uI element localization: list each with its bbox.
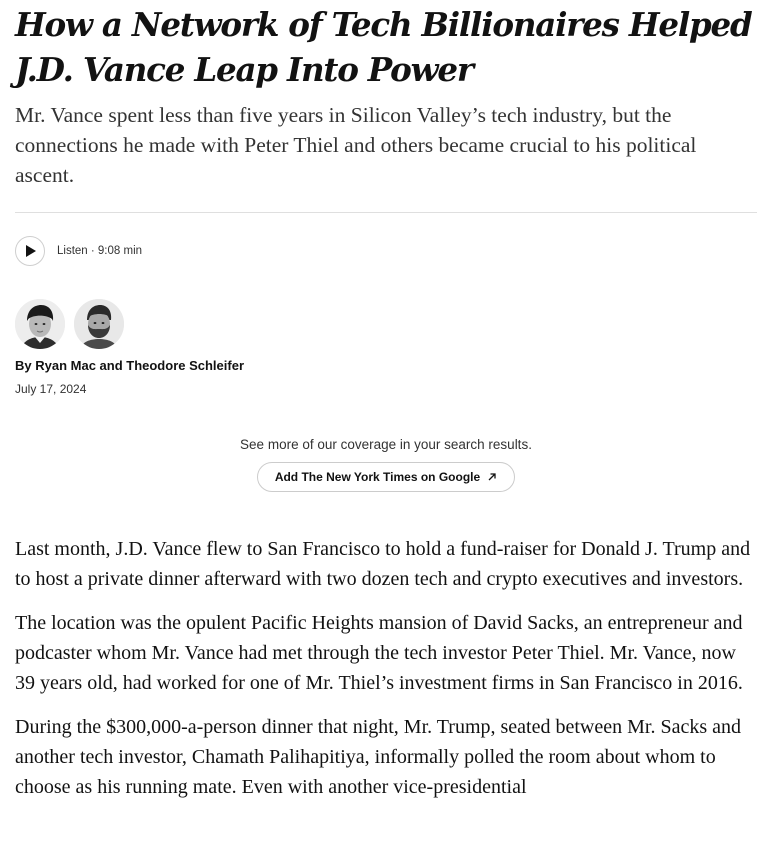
- add-nyt-on-google-button[interactable]: [257, 462, 515, 492]
- google-promo: [15, 436, 757, 492]
- listen-label[interactable]: Listen · 9:08 min: [57, 245, 143, 257]
- avatar-ryan-mac[interactable]: [15, 299, 65, 349]
- paragraph: Last month, J.D. Vance flew to San Francisco to hold a fund-raiser for Donald J. Trump and to host a private dinner afterward with two dozen tech and crypto executives and investors.: [15, 538, 751, 590]
- summary: Mr. Vance spent less than five years in Silicon Valley’s tech industry, but the connections he made with Peter Thiel and others became crucial to his political ascent.: [15, 103, 697, 187]
- article: [15, 0, 757, 816]
- author-avatars: [15, 299, 757, 349]
- byline[interactable]: By Ryan Mac and Theodore Schleifer: [15, 358, 245, 373]
- promo-button-label: Add The New York Times on Google: [274, 470, 481, 484]
- headline: How a Network of Tech Billionaires Helped J.D. Vance Leap Into Power: [15, 5, 752, 89]
- paragraph: During the $300,000-a-person dinner that night, Mr. Trump, seated between Mr. Sacks and another tech investor, Chamath Palihapitiya, informally polled the room about whom to choose as his running mate. Even with another vice-presidential: [15, 716, 741, 798]
- listen-row: [15, 235, 757, 267]
- paragraph: The location was the opulent Pacific Heights mansion of David Sacks, an entrepreneur and podcaster whom Mr. Vance had met through the tech investor Peter Thiel. Mr. Vance, now 39 years old, had worked for one of Mr. Thiel’s investment firms in San Francisco in 2016.: [15, 612, 743, 694]
- arrow-up-right-icon: [487, 472, 497, 482]
- article-body: [15, 534, 757, 802]
- publish-date: July 17, 2024: [15, 382, 87, 396]
- divider: [15, 212, 757, 213]
- promo-text: See more of our coverage in your search results.: [240, 437, 532, 452]
- play-icon: [24, 245, 36, 257]
- avatar-theodore-schleifer[interactable]: [74, 299, 124, 349]
- play-button[interactable]: [15, 236, 45, 266]
